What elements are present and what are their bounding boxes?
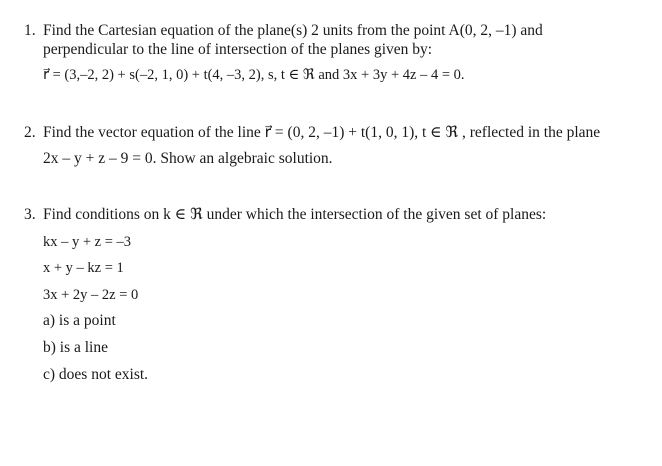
question-number: 2. bbox=[24, 124, 36, 141]
equation-line: r⃗ = (3,–2, 2) + s(–2, 1, 0) + t(4, –3, 2), s, t ∈ ℜ and 3x + 3y + 4z – 4 = 0. bbox=[43, 67, 465, 83]
question-number: 1. bbox=[24, 22, 36, 39]
sub-question-c: c) does not exist. bbox=[43, 366, 149, 383]
question-text-line: Find the Cartesian equation of the plane(s) 2 units from the point A(0, 2, –1) and bbox=[43, 22, 543, 39]
equation-line: x + y – kz = 1 bbox=[43, 260, 124, 276]
sub-question-b: b) is a line bbox=[43, 339, 108, 356]
equation-line: 3x + 2y – 2z = 0 bbox=[43, 287, 139, 303]
sub-question-a: a) is a point bbox=[43, 312, 116, 329]
question-text-line: Find the vector equation of the line r⃗ = (0, 2, –1) + t(1, 0, 1), t ∈ ℜ , reflected in the plane bbox=[43, 124, 601, 141]
question-text-line: Find conditions on k ∈ ℜ under which the intersection of the given set of planes: bbox=[43, 206, 547, 223]
equation-line: kx – y + z = –3 bbox=[43, 234, 132, 250]
question-number: 3. bbox=[24, 206, 36, 223]
question-text-line: 2x – y + z – 9 = 0. Show an algebraic solution. bbox=[43, 150, 333, 167]
question-text-line: perpendicular to the line of intersection of the planes given by: bbox=[43, 41, 433, 58]
